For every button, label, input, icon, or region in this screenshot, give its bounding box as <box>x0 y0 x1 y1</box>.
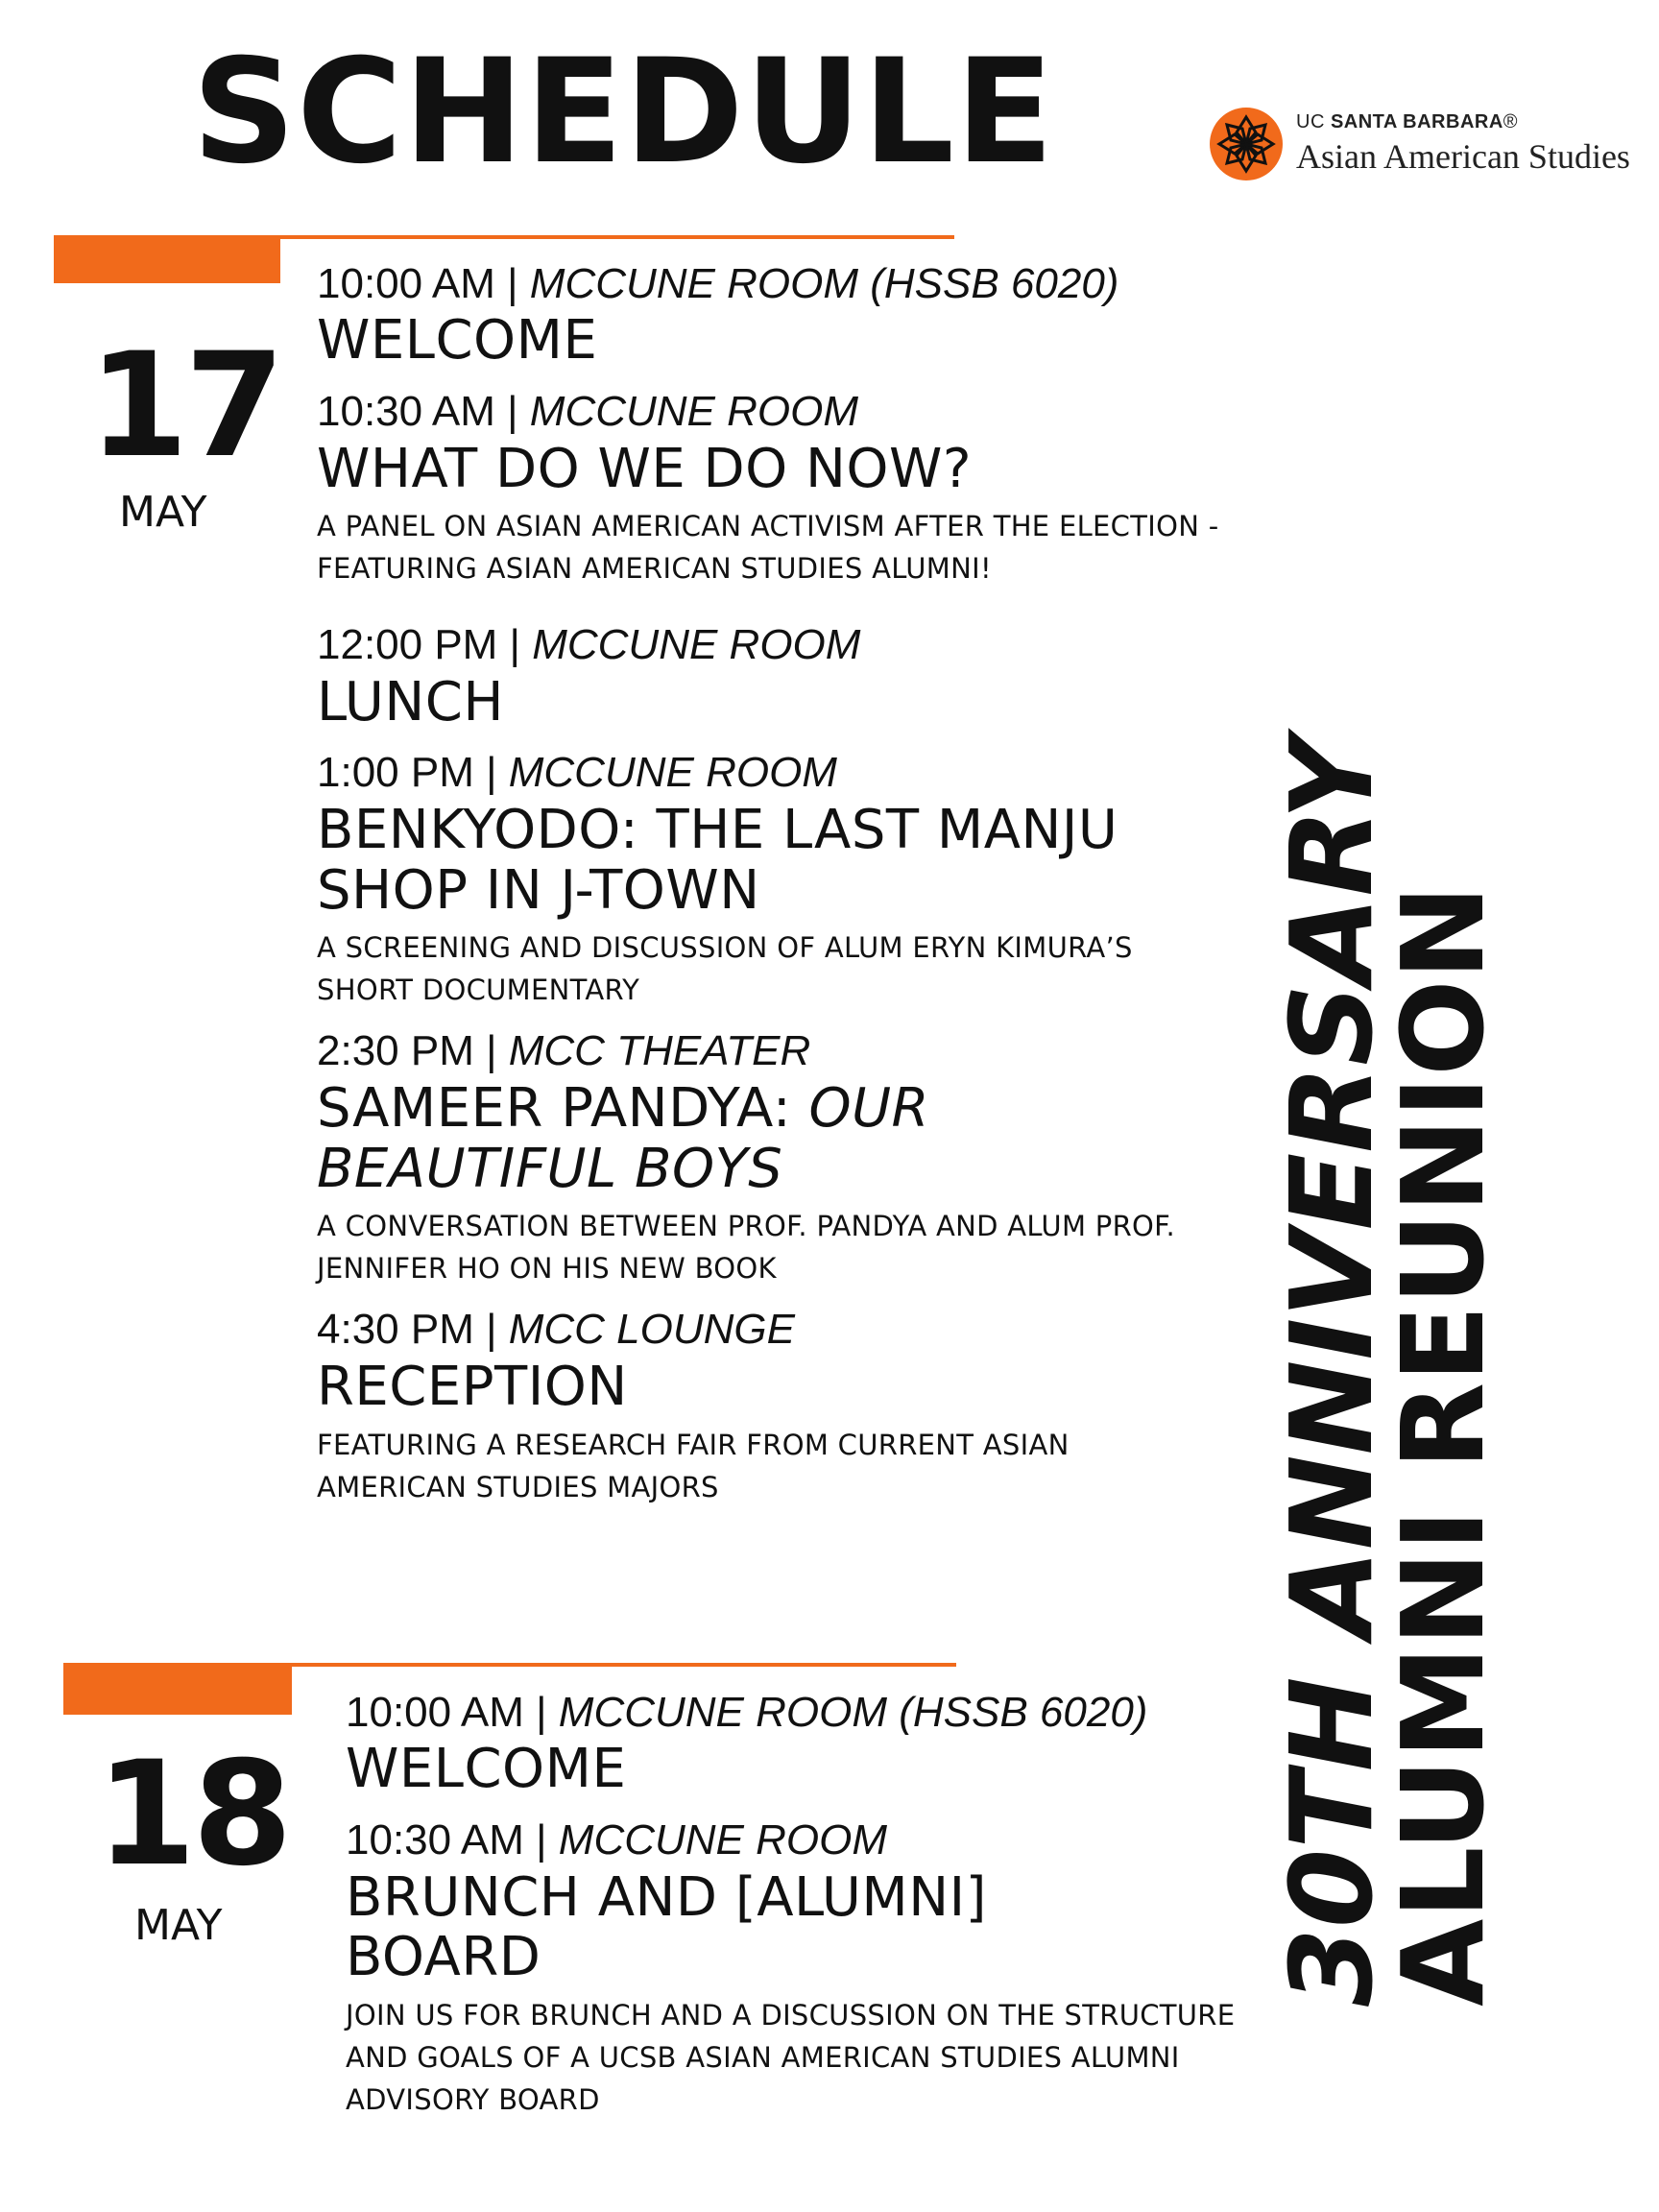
anniversary-banner <box>1265 737 1509 2007</box>
date-month: MAY <box>119 488 207 537</box>
event-title: SAMEER PANDYA: OUR BEAUTIFUL BOYS <box>317 1076 929 1200</box>
event-location: MCCUNE ROOM <box>508 749 837 797</box>
event-title: WELCOME <box>317 309 598 373</box>
event-item <box>317 622 1411 733</box>
event-time: 10:30 AM | MCCUNE ROOM <box>317 388 858 436</box>
event-time: 10:30 AM | MCCUNE ROOM <box>346 1816 887 1864</box>
event-item <box>317 261 1411 372</box>
event-item <box>317 1307 1411 1507</box>
day-schedule <box>317 261 1411 1526</box>
event-item <box>317 1028 1411 1289</box>
event-location: MCC THEATER <box>508 1027 811 1075</box>
date-day: 18 <box>96 1731 289 1898</box>
event-description: A PANEL ON ASIAN AMERICAN ACTIVISM AFTER THE ELECTION - FEATURING ASIAN AMERICAN STUDIES ALUMNI! <box>317 510 1219 586</box>
event-description: A SCREENING AND DISCUSSION OF ALUM ERYN KIMURA’S SHORT DOCUMENTARY <box>317 931 1133 1007</box>
logo-campus: UC SANTA BARBARA® <box>1296 111 1519 132</box>
event-title: WELCOME <box>346 1738 627 1801</box>
accent-block <box>54 239 280 283</box>
event-title: BENKYODO: THE LAST MANJU SHOP IN J-TOWN <box>317 798 1118 922</box>
mandala-icon <box>1208 106 1285 182</box>
event-time: 1:00 PM | MCCUNE ROOM <box>317 749 837 797</box>
event-item <box>317 389 1411 589</box>
page-title: SCHEDULE <box>192 29 1055 196</box>
event-location: MCCUNE ROOM <box>558 1816 887 1864</box>
date-month: MAY <box>134 1901 223 1950</box>
event-description: FEATURING A RESEARCH FAIR FROM CURRENT ASIAN AMERICAN STUDIES MAJORS <box>317 1428 1070 1503</box>
event-title: BRUNCH AND [ALUMNI] BOARD <box>346 1865 987 1989</box>
event-description: JOIN US FOR BRUNCH AND A DISCUSSION ON THE STRUCTURE AND GOALS OF A UCSB ASIAN AMERICAN STUDIES ALUMNI ADVISORY BOARD <box>346 1998 1236 2117</box>
logo-department: Asian American Studies <box>1296 137 1630 176</box>
event-title: WHAT DO WE DO NOW? <box>317 437 973 500</box>
event-time: 12:00 PM | MCCUNE ROOM <box>317 621 861 669</box>
event-time: 10:00 AM | MCCUNE ROOM (HSSB 6020) <box>346 1689 1148 1736</box>
event-location: MCCUNE ROOM <box>532 621 861 669</box>
event-time: 4:30 PM | MCC LOUNGE <box>317 1306 795 1354</box>
banner-line-2: ALUMNI REUNION <box>1376 884 1509 2007</box>
event-item <box>317 750 1411 1011</box>
accent-block <box>63 1667 292 1715</box>
event-title: LUNCH <box>317 670 504 733</box>
banner-line-1: 30TH ANNIVERSARY <box>1265 737 1398 2007</box>
event-title: RECEPTION <box>317 1355 628 1418</box>
date-day: 17 <box>88 323 281 490</box>
event-description: A CONVERSATION BETWEEN PROF. PANDYA AND ALUM PROF. JENNIFER HO ON HIS NEW BOOK <box>317 1210 1175 1286</box>
event-location: MCCUNE ROOM (HSSB 6020) <box>529 260 1119 307</box>
event-location: MCC LOUNGE <box>508 1306 795 1354</box>
event-time: 10:00 AM | MCCUNE ROOM (HSSB 6020) <box>317 260 1119 307</box>
ucsb-logo <box>1208 106 1649 182</box>
event-location: MCCUNE ROOM (HSSB 6020) <box>558 1689 1148 1736</box>
event-time: 2:30 PM | MCC THEATER <box>317 1027 811 1075</box>
book-title: OUR BEAUTIFUL BOYS <box>317 1076 929 1200</box>
event-location: MCCUNE ROOM <box>529 388 858 436</box>
